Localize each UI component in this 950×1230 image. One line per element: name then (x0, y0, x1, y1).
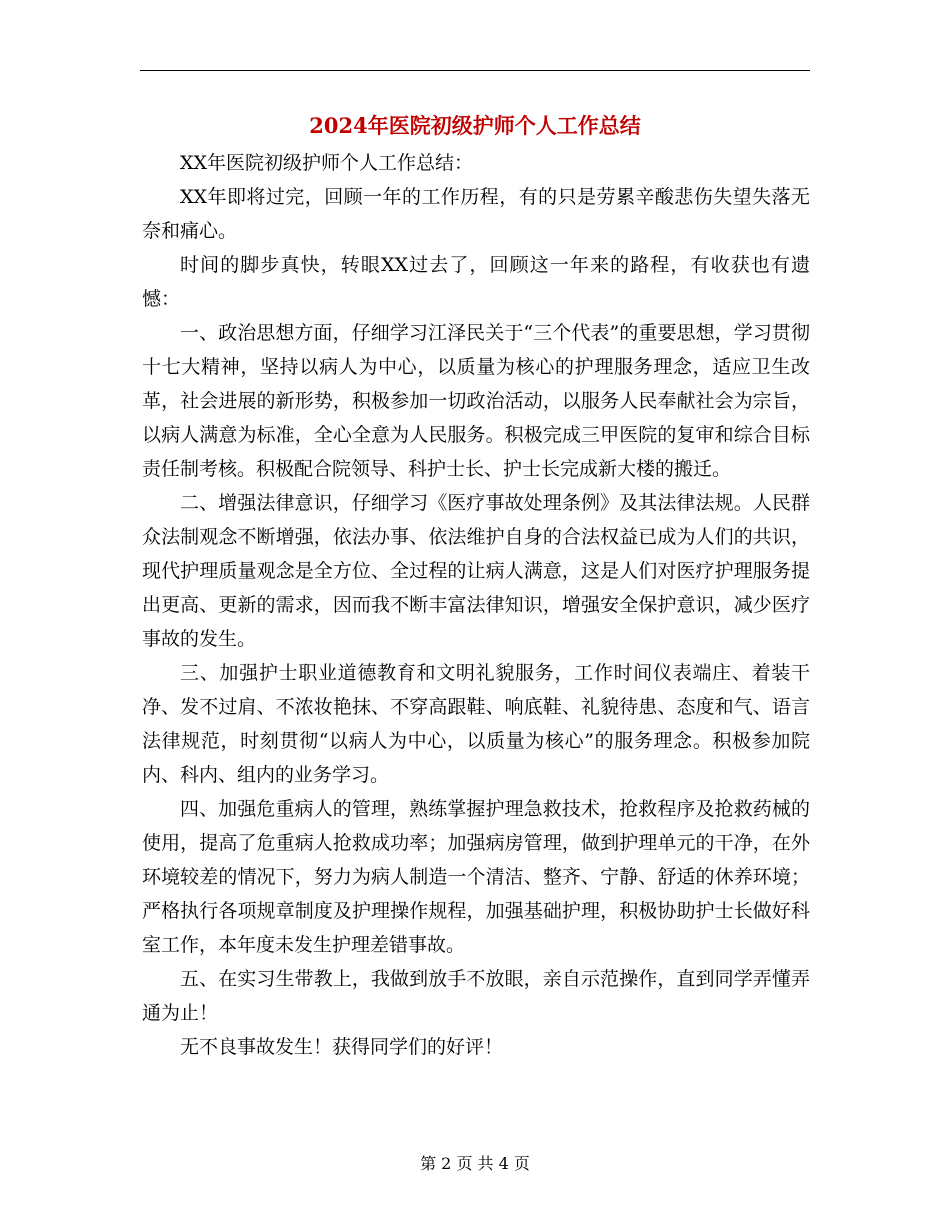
paragraph-review: 时间的脚步真快，转眼XX过去了，回顾这一年来的路程，有收获也有遗憾： (142, 254, 810, 310)
paragraph-section-3: 三、加强护士职业道德教育和文明礼貌服务，工作时间仪表端庄、着装干净、发不过肩、不浓妆艳抹、不穿高跟鞋、响底鞋、礼貌待患、态度和气、语言法律规范，时刻贯彻“以病人为中心，以质量为核心”的服务理念。积极参加院内、科内、组内的业务学习。 (142, 662, 810, 786)
paragraph-section-5: 五、在实习生带教上，我做到放手不放眼，亲自示范操作，直到同学弄懂弄通为止！ (142, 968, 810, 1024)
paragraph-closing: 无不良事故发生！获得同学们的好评！ (180, 1036, 504, 1058)
paragraph-section-1: 一、政治思想方面，仔细学习江泽民关于“三个代表”的重要思想，学习贯彻十七大精神，坚持以病人为中心，以质量为核心的护理服务理念，适应卫生改革，社会进展的新形势，积极参加一切政治活动，以服务人民奉献社会为宗旨，以病人满意为标准，全心全意为人民服务。积极完成三甲医院的复审和综合目标责任制考核。积极配合院领导、科护士长、护士长完成新大楼的搬迁。 (142, 322, 810, 480)
paragraph-section-4: 四、加强危重病人的管理，熟练掌握护理急救技术，抢救程序及抢救药械的使用，提高了危重病人抢救成功率；加强病房管理，做到护理单元的干净，在外环境较差的情况下，努力为病人制造一个清洁、整齐、宁静、舒适的休养环境；严格执行各项规章制度及护理操作规程，加强基础护理，积极协助护士长做好科室工作，本年度未发生护理差错事故。 (142, 798, 810, 956)
document-body (142, 146, 810, 1064)
document-title: 2024年医院初级护师个人工作总结 (309, 113, 641, 138)
paragraph-section-2: 二、增强法律意识，仔细学习《医疗事故处理条例》及其法律法规。人民群众法制观念不断增强，依法办事、依法维护自身的合法权益已成为人们的共识，现代护理质量观念是全方位、全过程的让病人满意，这是人们对医疗护理服务提出更高、更新的需求，因而我不断丰富法律知识，增强安全保护意识，减少医疗事故的发生。 (142, 492, 810, 650)
page-number: 第 2 页 共 4 页 (420, 1154, 530, 1173)
header-rule (140, 70, 810, 71)
paragraph-intro: XX年即将过完，回顾一年的工作历程，有的只是劳累辛酸悲伤失望失落无奈和痛心。 (142, 186, 810, 242)
paragraph-greeting: XX年医院初级护师个人工作总结： (180, 152, 474, 174)
